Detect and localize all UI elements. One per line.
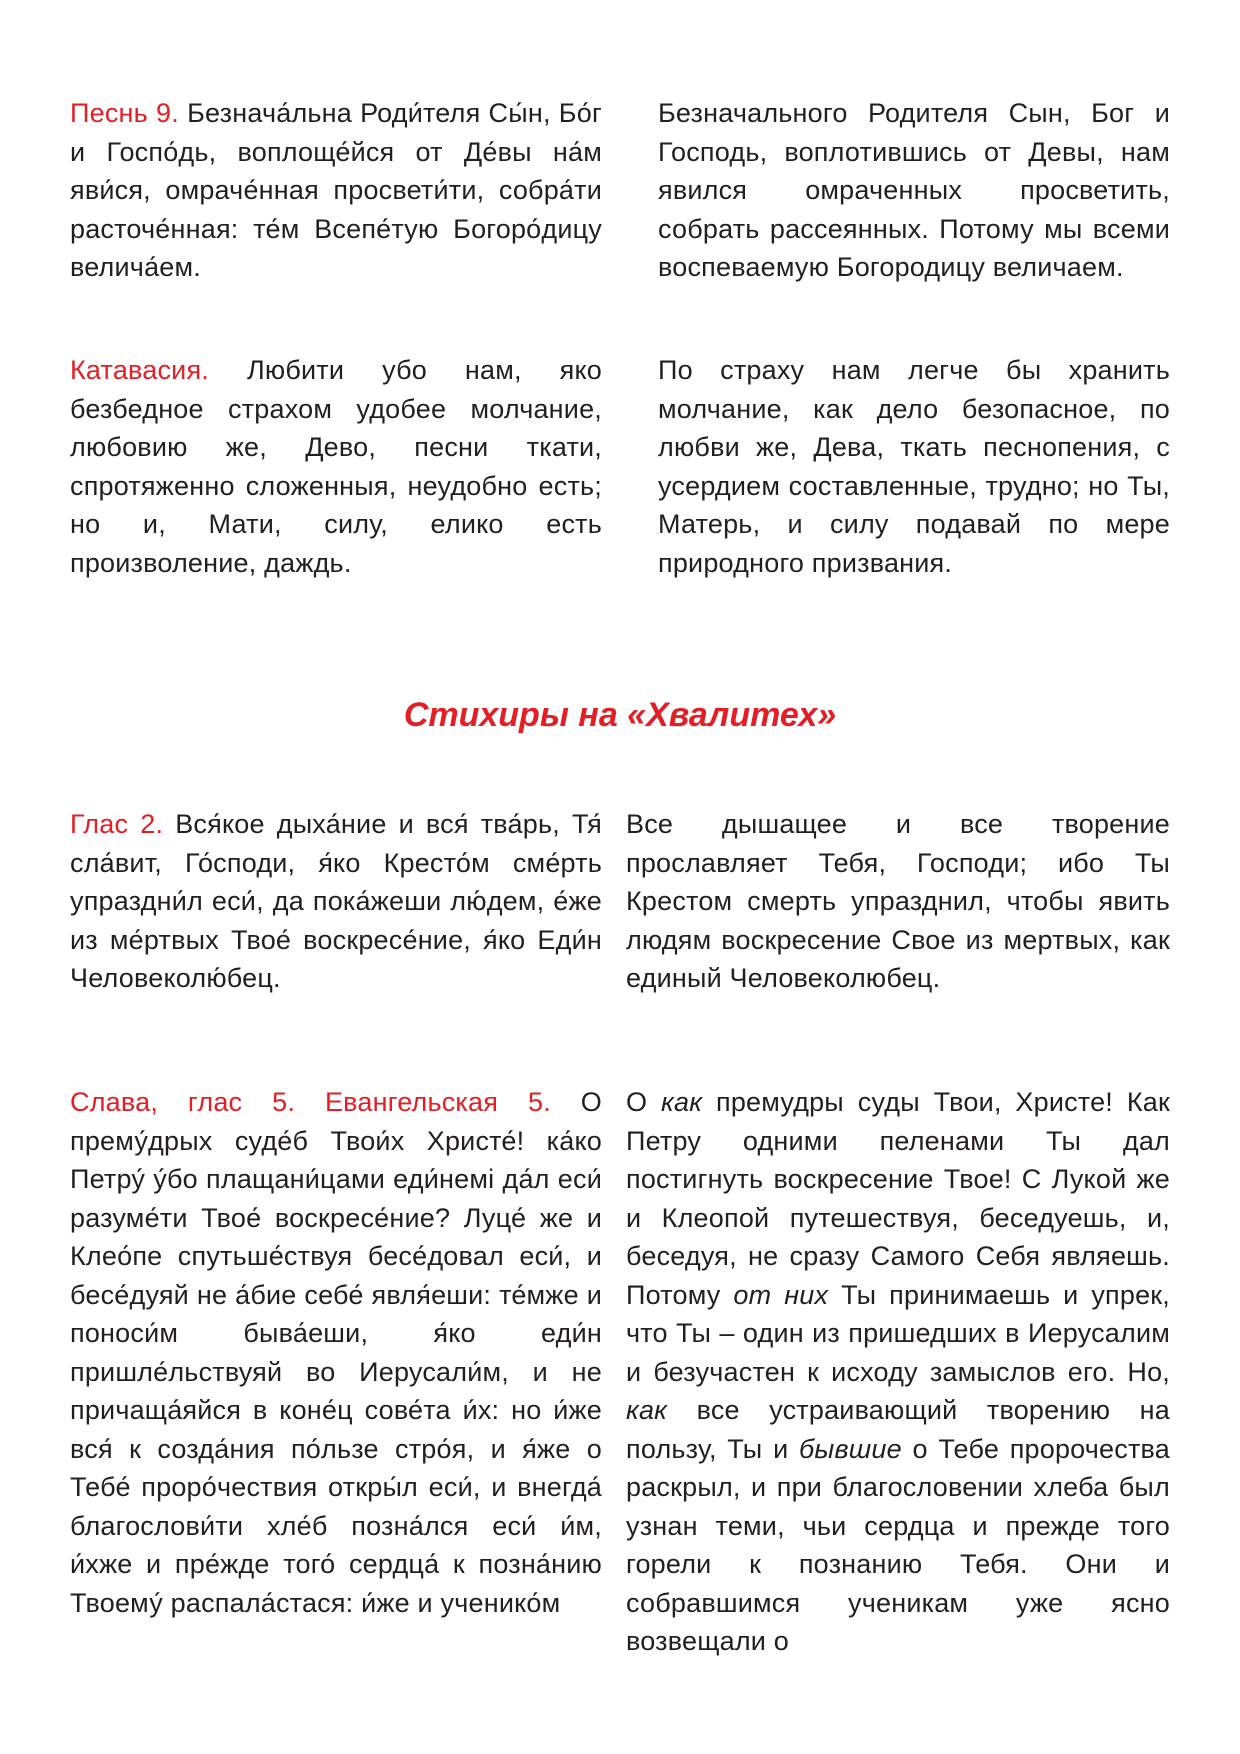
section-label: Песнь 9.	[70, 98, 179, 128]
section-glory-tone-5	[70, 1083, 1170, 1661]
church-slavonic-text	[70, 805, 602, 998]
italic-part: как	[626, 1395, 668, 1425]
section-heading: Стихиры на «Хвалитех»	[403, 696, 837, 734]
text-part: все устраивающий творению на пользу, Ты и	[626, 1395, 1170, 1464]
section-text: Вся́кое дыха́ние и вся́ тва́рь, Тя́ сла́вит, Го́споди, я́ко Кресто́м сме́рть упраздни́л еси́, да пока́жеши лю́дем, е́же из ме́ртвых Твое́ воскресе́ние, я́ко Еди́н Человеколю́бец.	[70, 809, 603, 993]
section-text: Безнача́льна Роди́теля Сы́н, Бо́г и Госпо́дь, воплоще́йся от Де́вы на́м яви́ся, омраче́нная просвети́ти, собра́ти расточе́нная: те́м Всепе́тую Богоро́дицу велича́ем.	[70, 98, 602, 282]
section-label: Глас 2.	[70, 809, 164, 839]
section-tone-2	[70, 805, 1170, 998]
italic-part: от них	[733, 1279, 829, 1310]
italic-part: бывшие	[799, 1433, 902, 1464]
section-katavasia	[70, 351, 1170, 582]
text-part: о Тебе пророчества раскрыл, и при благословении хлеба был узнан теми, чьи сердца и прежде того горели к познанию Тебя. Они и собравшимся ученикам уже ясно возвещали о	[626, 1433, 1170, 1656]
text-part: Ты принимаешь и упрек, что Ты – один из пришедших в Иерусалим и безучастен к исходу замыслов его. Но,	[626, 1279, 1170, 1387]
section-song-9	[70, 94, 1170, 287]
russian-translation	[626, 1083, 1170, 1661]
church-slavonic-text	[70, 94, 602, 287]
section-label: Катавасия.	[70, 355, 209, 385]
section-text: Любити убо нам, яко безбедное страхом удобее молчание, любовию же, Дево, песни ткати, спротяженно сложенныя, неудобно есть; но и, Мати, силу, елико есть произволение, даждь.	[70, 355, 602, 578]
text-part: премудры суды Твои, Христе! Как Петру одними пеленами Ты дал постигнуть воскресение Твое! С Лукой же и Клеопой путешествуя, беседуешь, и, беседуя, не сразу Самого Себя являешь. Потому	[626, 1087, 1170, 1310]
text-part: О	[626, 1087, 662, 1117]
russian-translation: Безначального Родителя Сын, Бог и Господь, воплотившись от Девы, нам явился омраченных просветить, собрать рассеянных. Потому мы всеми воспеваемую Богородицу величаем.	[658, 98, 1170, 282]
russian-translation: По страху нам легче бы хранить молчание, как дело безопасное, по любви же, Дева, ткать песнопения, с усердием составленные, трудно; но Ты, Матерь, и силу подавай по мере природного призвания.	[658, 355, 1170, 578]
section-label: Слава, глас 5. Евангельская 5.	[70, 1087, 551, 1117]
italic-part: как	[661, 1087, 703, 1117]
church-slavonic-text	[70, 1083, 602, 1661]
section-text: О прему́дрых суде́б Твои́х Христе́! ка́ко Петру́ у́бо плащани́цами еди́немі да́л еси́ разуме́ти Твое́ воскресе́ние? Луце́ же и Клео́пе спутьше́ствуя бесе́довал еси́, и бесе́дуяй не а́бие себе́ явля́еши: те́мже и поноси́м быва́еши, я́ко еди́н пришле́льствуяй во Иерусали́м, и не причаща́яйся в коне́ц сове́та и́х: но и́же вся́ к созда́ния по́льзе стро́я, и я́же о Тебе́ проро́чествия откры́л еси́, и внегда́ благослови́ти хле́б позна́лся еси́ и́м, и́хже и пре́жде того́ сердца́ к позна́нию Твоему́ распала́стася: и́же и ученико́м	[70, 1087, 603, 1618]
church-slavonic-text	[70, 351, 602, 582]
russian-translation: Все дышащее и все творение прославляет Тебя, Господи; ибо Ты Крестом смерть упразднил, чтобы явить людям воскресение Свое из мертвых, как единый Человеколюбец.	[626, 809, 1170, 993]
